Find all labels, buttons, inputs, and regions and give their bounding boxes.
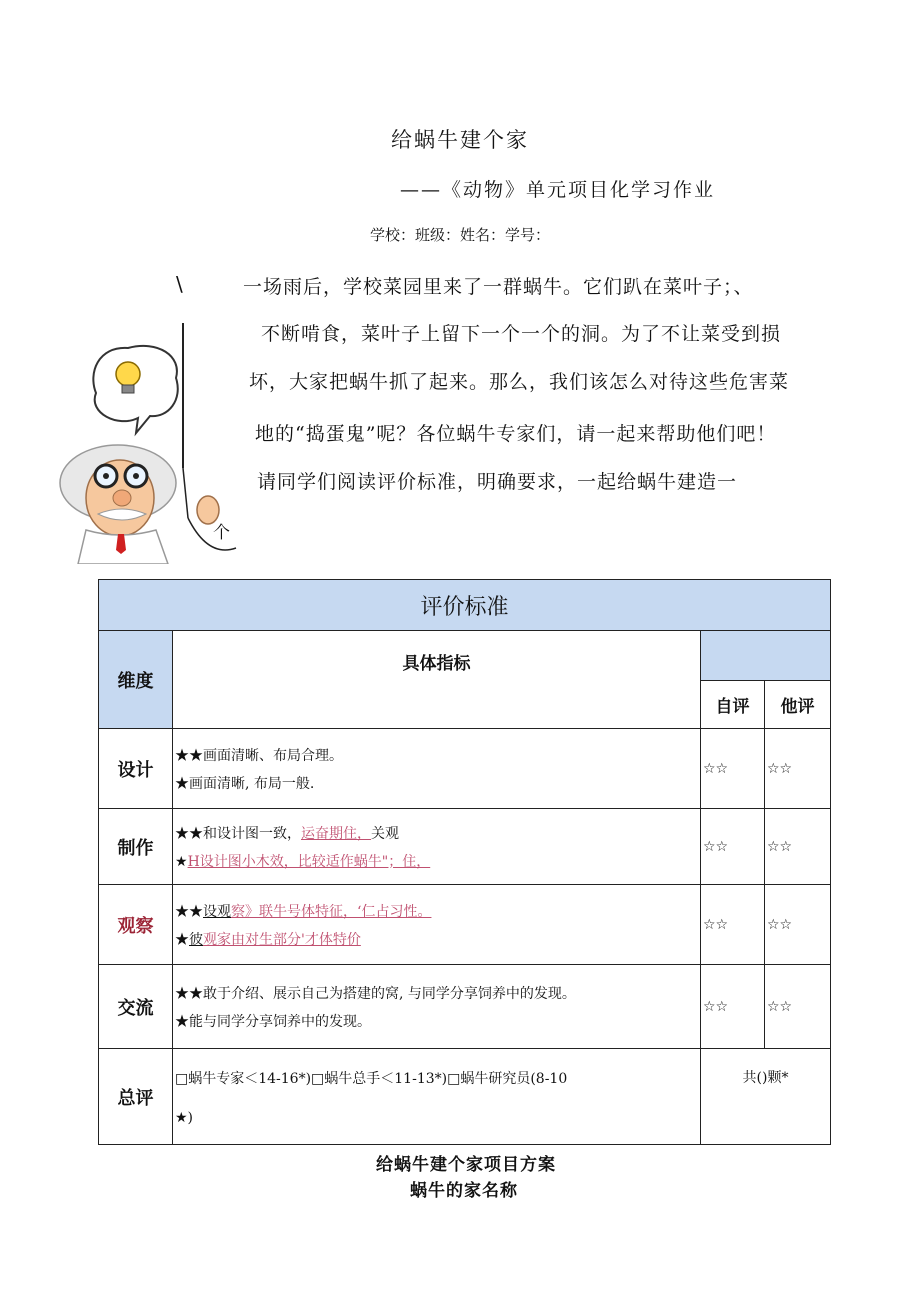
table-row-total <box>99 1049 831 1145</box>
self-rating-stars[interactable]: ☆☆ <box>701 965 765 1049</box>
total-levels-line[interactable]: □蜗牛专家＜14-16*)□蜗牛总手＜11-13*)□蜗牛研究员(8-10 <box>175 1070 568 1087</box>
criterion: ★★画面清晰、布局合理。 <box>175 747 343 764</box>
project-plan-title: 给蜗牛建个家项目方案 <box>376 1155 556 1175</box>
student-info-line: 学校：班级：姓名：学号： <box>369 226 550 244</box>
criteria-cell <box>173 885 701 965</box>
criteria-cell <box>173 729 701 809</box>
criterion-text: 关观 <box>371 825 399 842</box>
scientist-illustration <box>58 318 238 564</box>
criterion-link[interactable]: 观家由对生部分'才体特价 <box>203 931 361 948</box>
total-star-count: 共()颗* <box>701 1049 831 1145</box>
dimension-observe: 观察 <box>99 885 173 965</box>
self-rating-stars[interactable]: ☆☆ <box>701 729 765 809</box>
criterion-link[interactable]: 察》联牛号体特征，‘仁占习性。 <box>231 903 432 920</box>
story-line-2: 不断啃食，菜叶子上留下一个一个的洞。为了不让菜受到损 <box>261 323 782 345</box>
dimension-communicate: 交流 <box>99 965 173 1049</box>
story-line-3: 坏，大家把蜗牛抓了起来。那么，我们该怎么对待这些危害菜 <box>249 371 790 393</box>
criterion <box>175 823 698 843</box>
col-header-peer: 他评 <box>765 681 831 729</box>
criterion-link[interactable]: 运奋期住， <box>301 825 371 842</box>
dimension-total: 总评 <box>99 1049 173 1145</box>
dimension-design: 设计 <box>99 729 173 809</box>
total-levels-line: ★) <box>175 1109 194 1126</box>
criterion <box>175 901 698 921</box>
total-levels-cell <box>173 1049 701 1145</box>
peer-rating-stars[interactable]: ☆☆ <box>765 809 831 885</box>
col-header-dimension: 维度 <box>99 631 173 729</box>
dimension-making: 制作 <box>99 809 173 885</box>
col-header-self: 自评 <box>701 681 765 729</box>
criteria-cell <box>173 965 701 1049</box>
criterion-text: 彼 <box>189 931 203 948</box>
peer-rating-stars[interactable]: ☆☆ <box>765 885 831 965</box>
criterion-link[interactable]: H设计图小木效，比较适作蜗牛"；住， <box>187 853 431 870</box>
table-row <box>99 885 831 965</box>
story-line-5: 请同学们阅读评价标准，明确要求，一起给蜗牛建造一 <box>257 471 738 493</box>
criteria-cell <box>173 809 701 885</box>
slash-mark: \ <box>176 272 183 296</box>
evaluation-table <box>98 579 831 1145</box>
snail-home-name-label: 蜗牛的家名称 <box>410 1181 518 1201</box>
criterion-text: 设观 <box>203 903 231 920</box>
rating-header-blank <box>701 631 831 681</box>
criterion-text: ★ <box>175 853 188 870</box>
criterion <box>175 929 698 949</box>
criterion: ★★敢于介绍、展示自己为搭建的窝, 与同学分享饲养中的发现。 <box>175 985 576 1002</box>
story-line-4: 地的“捣蛋鬼”呢？各位蜗牛专家们，请一起来帮助他们吧！ <box>255 423 777 445</box>
story-tail-char: 个 <box>213 523 230 543</box>
criterion-text: ★★和设计图一致， <box>175 825 301 842</box>
peer-rating-stars[interactable]: ☆☆ <box>765 965 831 1049</box>
table-row <box>99 729 831 809</box>
criterion-text: ★★ <box>175 903 203 920</box>
document-subtitle: ——《动物》单元项目化学习作业 <box>400 179 716 201</box>
table-row <box>99 965 831 1049</box>
criterion: ★能与同学分享饲养中的发现。 <box>175 1013 371 1030</box>
peer-rating-stars[interactable]: ☆☆ <box>765 729 831 809</box>
document-title: 给蜗牛建个家 <box>391 128 529 152</box>
story-line-1: 一场雨后，学校菜园里来了一群蜗牛。它们趴在菜叶子；、 <box>243 276 754 298</box>
col-header-indicator: 具体指标 <box>173 631 701 729</box>
self-rating-stars[interactable]: ☆☆ <box>701 809 765 885</box>
criterion: ★画面清晰, 布局一般. <box>175 775 315 792</box>
criterion <box>175 851 698 871</box>
thought-bubble-icon <box>93 346 177 433</box>
self-rating-stars[interactable]: ☆☆ <box>701 885 765 965</box>
evaluation-table-title: 评价标准 <box>99 580 831 631</box>
table-row <box>99 809 831 885</box>
criterion-text: ★ <box>175 931 189 948</box>
